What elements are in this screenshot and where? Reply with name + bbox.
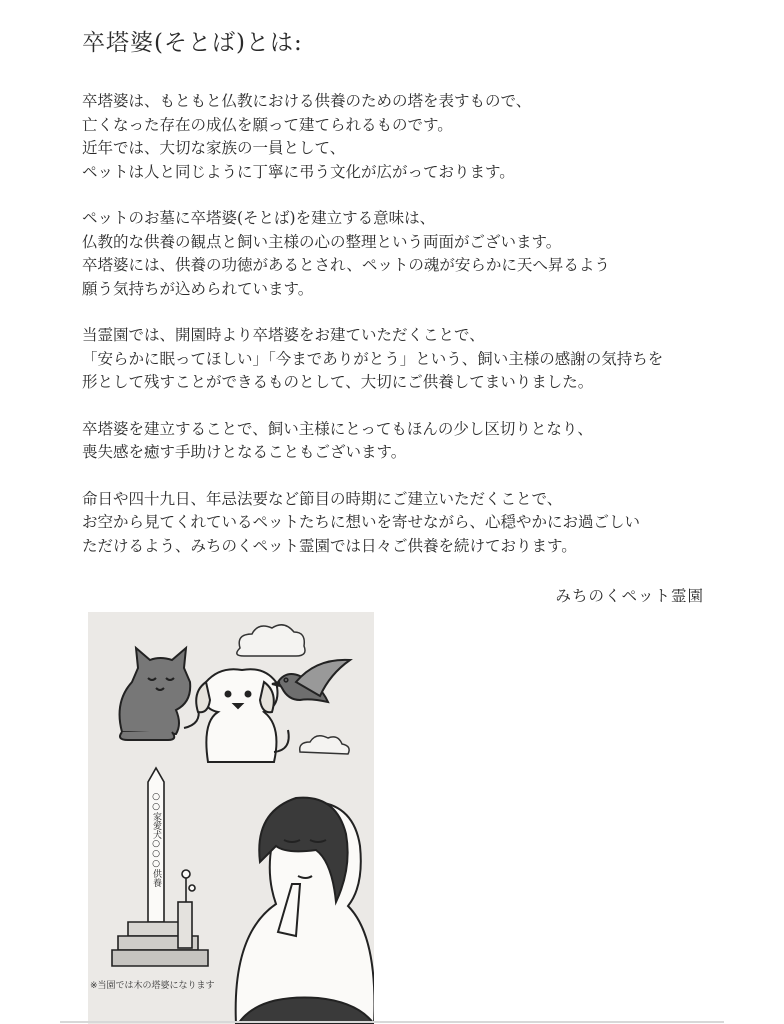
text-line: 卒塔婆には、供養の功徳があるとされ、ペットの魂が安らかに天へ昇るよう [82, 256, 610, 274]
illustration-caption: ※当園では木の塔婆になります [90, 981, 215, 991]
praying-person-icon [236, 798, 374, 1024]
paragraph [82, 324, 722, 395]
text-line: ペットのお墓に卒塔婆(そとば)を建立する意味は、 [82, 209, 436, 227]
text-line: 卒塔婆は、もともと仏教における供養のための塔を表すもので、 [82, 92, 532, 110]
text-line: 形として残すことができるものとして、大切にご供養してまいりました。 [82, 373, 594, 391]
body-text [82, 90, 722, 581]
text-line: 「安らかに眠ってほしい」「今までありがとう」という、飼い主様の感謝の気持ちを [82, 349, 664, 368]
text-line: 当霊園では、開園時より卒塔婆をお建ていただくことで、 [82, 326, 485, 344]
cloud-icon [300, 736, 349, 754]
paragraph [82, 488, 722, 559]
text-line: 仏教的な供養の観点と飼い主様の心の整理という両面がございます。 [82, 232, 562, 251]
text-line: 喪失感を癒す手助けとなることもございます。 [82, 443, 407, 461]
divider [60, 1021, 724, 1023]
cloud-icon [237, 625, 305, 656]
text-line: ただけるよう、みちのくペット霊園では日々ご供養を続けております。 [82, 536, 577, 555]
bird-icon [272, 660, 350, 702]
paragraph [82, 207, 722, 301]
text-line: 近年では、大切な家族の一員として、 [82, 139, 346, 157]
text-line: 卒塔婆を建立することで、飼い主様にとってもほんの少し区切りとなり、 [82, 419, 593, 438]
page-title: 卒塔婆(そとば)とは: [82, 30, 303, 56]
text-line: 亡くなった存在の成仏を願って建てられるものです。 [82, 115, 453, 134]
memorial-illustration [88, 612, 374, 1024]
sotoba-inscription: ○○家愛犬○○○供養 [151, 792, 161, 887]
paragraph [82, 418, 722, 465]
illustration-drawing [88, 612, 374, 1024]
text-line: お空から見てくれているペットたちに想いを寄せながら、心穏やかにお過ごしい [82, 513, 641, 531]
paragraph [82, 90, 722, 184]
text-line: 願う気持ちが込められています。 [82, 279, 314, 298]
text-line: ペットは人と同じように丁寧に弔う文化が広がっております。 [82, 162, 515, 181]
text-line: 命日や四十九日、年忌法要など節目の時期にご建立いただくことで、 [82, 489, 563, 508]
cat-icon [120, 648, 199, 740]
signature: みちのくペット霊園 [555, 587, 704, 605]
